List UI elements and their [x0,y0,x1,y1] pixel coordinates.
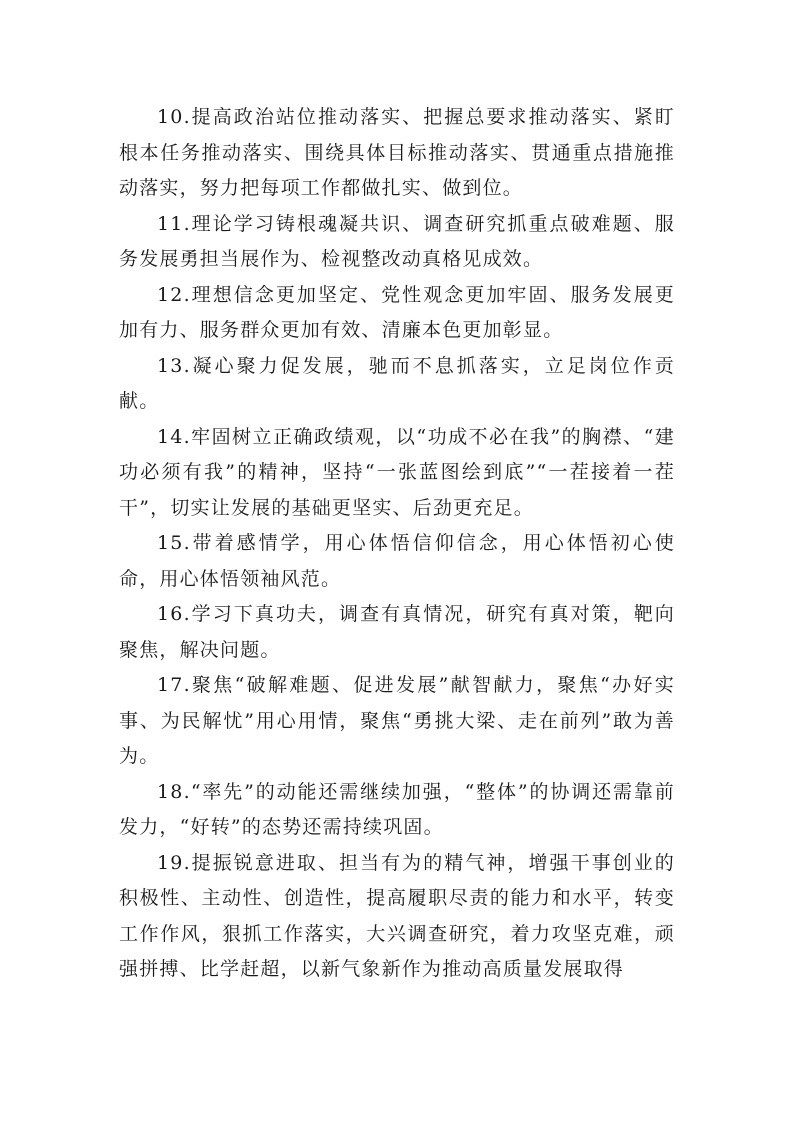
paragraph-12: 12.理想信念更加坚定、党性观念更加牢固、服务发展更加有力、服务群众更加有效、清廉本色更加彰显。 [119,283,675,341]
paragraph-11: 11.理论学习铸根魂凝共识、调查研究抓重点破难题、服务发展勇担当展作为、检视整改动真格见成效。 [119,212,675,270]
paragraph-13: 13.凝心聚力促发展，驰而不息抓落实，立足岗位作贡献。 [119,354,675,412]
paragraph-15: 15.带着感情学，用心体悟信仰信念，用心体悟初心使命，用心体悟领袖风范。 [119,532,675,590]
paragraph-10: 10.提高政治站位推动落实、把握总要求推动落实、紧盯根本任务推动落实、围绕具体目标推动落实、贯通重点措施推动落实，努力把每项工作都做扎实、做到位。 [119,106,675,199]
paragraph-14: 14.牢固树立正确政绩观，以“功成不必在我”的胸襟、“建功必须有我”的精神，坚持“一张蓝图绘到底”“一茬接着一茬干”，切实让发展的基础更坚实、后劲更充足。 [119,425,675,519]
paragraph-18: 18.“率先”的动能还需继续加强，“整体”的协调还需靠前发力，“好转”的态势还需持续巩固。 [119,780,675,838]
paragraph-16: 16.学习下真功夫，调查有真情况，研究有真对策，靶向聚焦，解决问题。 [119,603,675,661]
paragraph-19: 19.提振锐意进取、担当有为的精气神，增强干事创业的积极性、主动性、创造性，提高履职尽责的能力和水平，转变工作作风，狠抓工作落实，大兴调查研究，着力攻坚克难，顽强拼搏、比学赶超，以新气象新作为推动高质量发展取得 [119,851,675,980]
paragraph-17: 17.聚焦“破解难题、促进发展”献智献力，聚焦“办好实事、为民解忧”用心用情，聚焦“勇挑大梁、走在前列”敢为善为。 [119,674,675,767]
document-body [119,100,675,988]
